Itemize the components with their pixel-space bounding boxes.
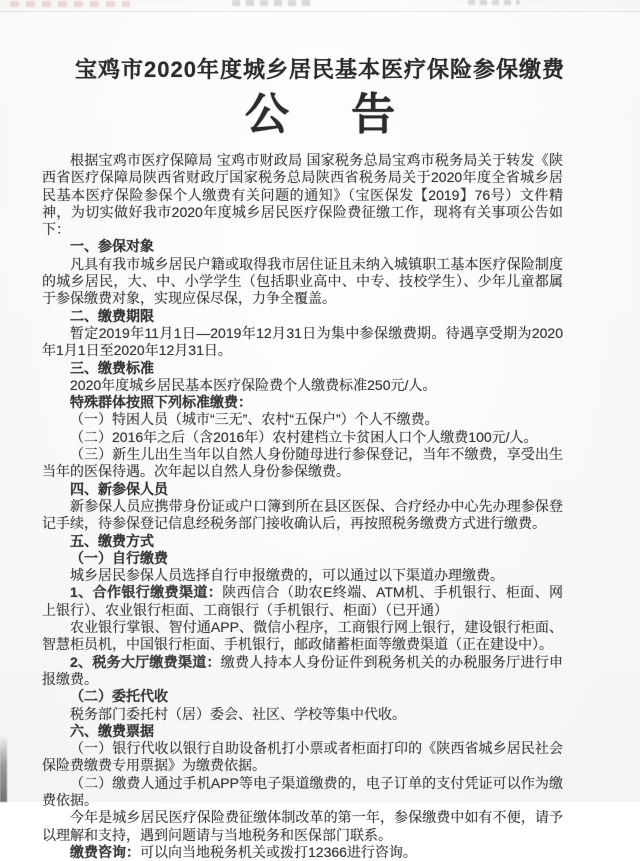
photo-edge-shadow <box>0 735 7 802</box>
document-body <box>42 152 563 861</box>
body-paragraph: （二）缴费人通过手机APP等电子渠道缴费的，电子订单的支付凭证可以作为缴费依据。 <box>42 774 563 808</box>
section-heading: 二、缴费期限 <box>70 307 154 324</box>
announcement-heading: 公 告 <box>244 90 396 139</box>
bold-lead: 2、税务大厅缴费渠道： <box>70 653 221 670</box>
body-paragraph: 2020年度城乡居民基本医疗保险费个人缴费标准250元/人。 <box>70 376 437 393</box>
body-paragraph: （二）委托代收 <box>70 688 168 705</box>
section-heading: 三、缴费标准 <box>70 359 154 376</box>
body-paragraph: （三）新生儿出生当年以自然人身份随母进行参保登记，当年不缴费，享受出生当年的医保待遇。次年起以自然人身份参保缴费。 <box>42 446 563 480</box>
bold-lead: 缴费咨询： <box>70 843 140 860</box>
body-paragraph: 暂定2019年11月1日—2019年12月31日为集中参保缴费期。待遇享受期为2020年1月1日至2020年12月31日。 <box>42 324 563 359</box>
body-paragraph: （二）2016年之后（含2016年）农村建档立卡贫困人口个人缴费100元/人。 <box>70 428 538 445</box>
body-paragraph: 根据宝鸡市医疗保障局 宝鸡市财政局 国家税务总局宝鸡市税务局关于转发《陕西省医疗保障局陕西省财政厅国家税务总局陕西省税务局关于2020年度全省城乡居民基本医疗保险参保个人缴费有关问题的通知》（宝医保发【2019】76号）文件精神，为切实做好我市2020年度城乡居民医疗保险费征缴工作，现将有关事项公告如下： <box>42 152 563 238</box>
page-title: 宝鸡市2020年度城乡居民基本医疗保险参保缴费 <box>75 57 565 82</box>
body-paragraph: 新参保人员应携带身份证或户口簿到所在县区医保、合疗经办中心先办理参保登记手续，待参保登记信息经税务部门接收确认后，再按照税务缴费方式进行缴费。 <box>42 497 563 532</box>
body-paragraph: 特殊群体按照下列标准缴费： <box>70 394 252 411</box>
body-paragraph: 凡具有我市城乡居民户籍或取得我市居住证且未纳入城镇职工基本医疗保险制度的城乡居民，大、中、小学学生（包括职业高中、中专、技校学生）、少年儿童都属于参保缴费对象，实现应保尽保，力争全覆盖。 <box>42 255 563 307</box>
body-paragraph: 2、税务大厅缴费渠道：缴费人持本人身份证件到税务机关的办税服务厅进行申报缴费。 <box>42 653 563 687</box>
body-paragraph: 缴费咨询：可以向当地税务机关或拨打12366进行咨询。 <box>70 843 417 860</box>
body-paragraph: （一）特困人员（城市“三无”、农村“五保户”）个人不缴费。 <box>70 411 439 428</box>
bold-lead: 1、合作银行缴费渠道： <box>70 584 223 601</box>
body-paragraph: 1、合作银行缴费渠道：陕西信合（助农E终端、ATM机、手机银行、柜面、网上银行）、农业银行柜面、工商银行（手机银行、柜面）（已开通） <box>42 584 563 618</box>
section-heading: 六、缴费票据 <box>70 722 154 739</box>
section-heading: 四、新参保人员 <box>70 480 168 497</box>
document-header <box>0 0 640 138</box>
body-paragraph: 城乡居民参保人员选择自行申报缴费的，可以通过以下渠道办理缴费。 <box>70 567 504 584</box>
body-paragraph: （一）自行缴费 <box>70 549 168 566</box>
body-paragraph: （一）银行代收以银行自助设备机打小票或者柜面打印的《陕西省城乡居民社会保险费缴费专用票据》为缴费依据。 <box>42 740 563 774</box>
body-paragraph: 税务部门委托村（居）委会、社区、学校等集中代收。 <box>70 705 406 722</box>
section-heading: 一、参保对象 <box>70 238 154 255</box>
section-heading: 五、缴费方式 <box>70 532 154 549</box>
body-paragraph: 今年是城乡居民医疗保险费征缴体制改革的第一年，参保缴费中如有不便，请予以理解和支持，遇到问题请与当地税务和医保部门联系。 <box>42 809 563 843</box>
body-paragraph: 农业银行掌银、智付通APP、微信小程序，工商银行网上银行，建设银行柜面、智慧柜员机，中国银行柜面、手机银行，邮政储蓄柜面等缴费渠道（正在建设中）。 <box>42 619 563 653</box>
